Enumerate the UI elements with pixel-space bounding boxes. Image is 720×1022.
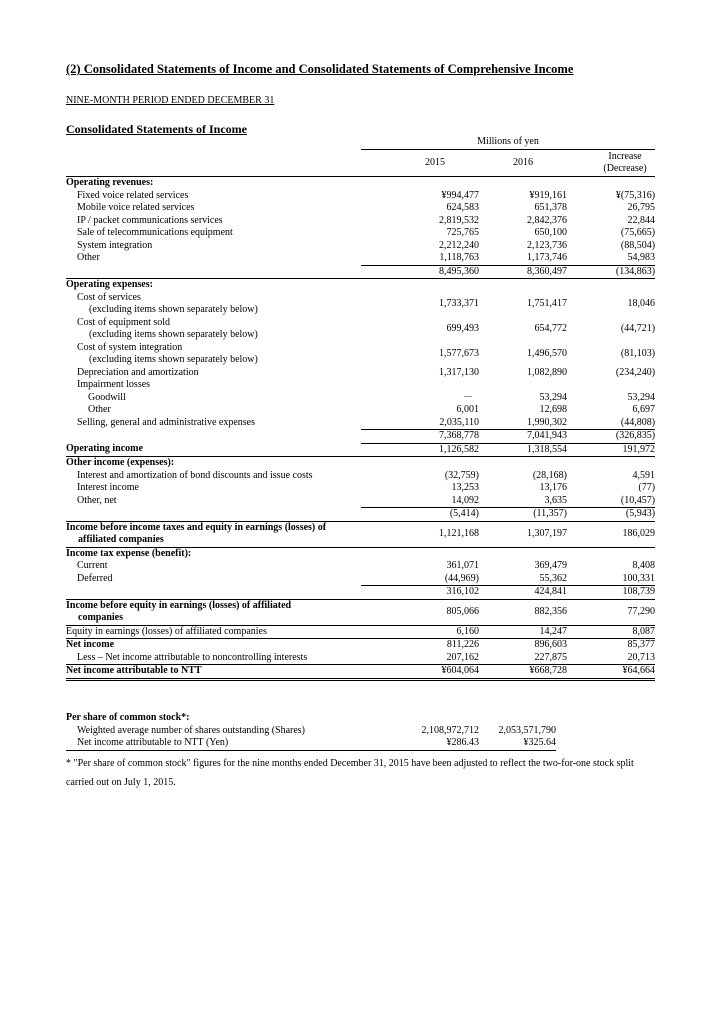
cell-2016: 654,772 bbox=[534, 322, 567, 334]
table-row bbox=[66, 215, 655, 228]
cell-change: (44,721) bbox=[620, 322, 656, 334]
cell-2015: 699,493 bbox=[446, 322, 479, 334]
cell-2016: 2,842,376 bbox=[527, 214, 567, 226]
table-row bbox=[66, 404, 655, 417]
table-row bbox=[66, 292, 655, 317]
cell-change: 8,408 bbox=[632, 560, 656, 571]
row-label-main: Income before equity in earnings (losses) of affiliated bbox=[66, 599, 292, 611]
row-label: Mobile voice related services bbox=[77, 202, 195, 213]
table-row bbox=[66, 190, 655, 203]
cell-change: 191,972 bbox=[567, 443, 655, 457]
row-label-sub: companies bbox=[78, 612, 123, 623]
cell-change: 77,290 bbox=[567, 599, 655, 625]
cell-change: 4,591 bbox=[632, 469, 656, 481]
row-label bbox=[66, 342, 361, 367]
row-label: Less – Net income attributable to noncontrolling interests bbox=[66, 652, 361, 665]
cell-change: 85,377 bbox=[627, 639, 656, 650]
row-label: Goodwill bbox=[88, 391, 126, 403]
row-label: Current bbox=[77, 560, 108, 571]
table-row bbox=[66, 279, 655, 292]
cell-2016: 2,053,571,790 bbox=[498, 724, 556, 736]
cell-2015: 811,226 bbox=[446, 639, 479, 650]
row-label: Operating expenses: bbox=[66, 279, 153, 290]
units-label: Millions of yen bbox=[361, 136, 655, 150]
table-row bbox=[66, 599, 655, 625]
row-label bbox=[66, 599, 361, 625]
cell-2015: 6,001 bbox=[456, 404, 479, 415]
table-row bbox=[66, 177, 655, 190]
cell-change: 26,795 bbox=[627, 202, 656, 213]
row-label: Impairment losses bbox=[77, 379, 151, 390]
subtotal-row bbox=[66, 430, 655, 444]
table-row bbox=[66, 317, 655, 342]
row-label: Per share of common stock*: bbox=[66, 712, 190, 723]
cell-2015: (32,759) bbox=[444, 469, 479, 481]
cell-change: (5,943) bbox=[567, 508, 655, 522]
cell-2016: 1,082,890 bbox=[527, 366, 567, 378]
cell-2016: 369,479 bbox=[534, 560, 567, 571]
cell-2016: 227,875 bbox=[479, 652, 567, 665]
row-label: Other bbox=[88, 404, 111, 415]
cell-change: 18,046 bbox=[627, 297, 656, 309]
per-share-table bbox=[66, 712, 556, 751]
cell-2015: (44,969) bbox=[361, 573, 479, 586]
cell-change: 22,844 bbox=[627, 214, 656, 226]
cell-2016: 1,496,570 bbox=[527, 347, 567, 359]
row-label: Sale of telecommunications equipment bbox=[77, 227, 233, 238]
cell-change: 8,087 bbox=[567, 625, 655, 639]
row-label: Net income bbox=[66, 639, 115, 650]
col-header-change: Increase (Decrease) bbox=[567, 150, 655, 177]
row-label-main: Cost of system integration bbox=[77, 341, 183, 353]
cell-2016: 12,698 bbox=[539, 404, 567, 415]
cell-change: 53,294 bbox=[627, 391, 656, 403]
row-label: Interest and amortization of bond discounts and issue costs bbox=[77, 469, 313, 481]
row-label: Other bbox=[77, 252, 100, 264]
cell-2015: 1,733,371 bbox=[439, 297, 479, 309]
cell-2015: 624,583 bbox=[446, 202, 479, 213]
cell-2016: (28,168) bbox=[532, 469, 567, 481]
cell-2016: 424,841 bbox=[479, 586, 567, 600]
row-label bbox=[66, 292, 361, 317]
cell-2015: 2,035,110 bbox=[361, 417, 479, 430]
cell-change: (88,504) bbox=[620, 239, 656, 251]
subtotal-row bbox=[66, 586, 655, 600]
cell-2015: 725,765 bbox=[446, 227, 479, 238]
cell-2016: 7,041,943 bbox=[479, 430, 567, 444]
cell-2016: 1,751,417 bbox=[527, 297, 567, 309]
row-label: Operating income bbox=[66, 443, 361, 457]
table-row bbox=[66, 379, 655, 392]
row-label: Interest income bbox=[77, 482, 139, 493]
table-row bbox=[66, 625, 655, 639]
cell-2015: ¥286.43 bbox=[446, 737, 479, 748]
cell-2016: (11,357) bbox=[479, 508, 567, 522]
table-row bbox=[66, 547, 655, 560]
cell-2015: 8,495,360 bbox=[361, 265, 479, 279]
section-title: (2) Consolidated Statements of Income and Consolidated Statements of Comprehensive Income bbox=[66, 62, 574, 76]
table-row bbox=[66, 470, 655, 483]
table-row bbox=[66, 202, 655, 215]
cell-2016: 651,378 bbox=[534, 202, 567, 213]
cell-2015: ¥994,477 bbox=[441, 189, 479, 201]
cell-2015: 2,108,972,712 bbox=[421, 724, 479, 736]
total-row bbox=[66, 665, 655, 680]
cell-change: (81,103) bbox=[620, 347, 656, 359]
cell-2015: 1,577,673 bbox=[439, 347, 479, 359]
cell-2016: 8,360,497 bbox=[479, 265, 567, 279]
cell-change: (44,808) bbox=[567, 417, 655, 430]
cell-2015: 2,819,532 bbox=[439, 214, 479, 226]
col-header-2015: 2015 bbox=[361, 150, 479, 177]
row-label: Net income attributable to NTT bbox=[66, 665, 361, 680]
row-label: Depreciation and amortization bbox=[77, 366, 199, 378]
row-label: Income tax expense (benefit): bbox=[66, 547, 192, 559]
row-label: Equity in earnings (losses) of affiliated companies bbox=[66, 625, 361, 639]
cell-2016: 13,176 bbox=[539, 482, 567, 493]
cell-change: (10,457) bbox=[567, 495, 655, 508]
cell-2016: ¥325.64 bbox=[523, 737, 556, 748]
row-label: Net income attributable to NTT (Yen) bbox=[77, 737, 229, 748]
table-row bbox=[66, 495, 655, 508]
table-row bbox=[66, 417, 655, 430]
table-row bbox=[66, 482, 655, 495]
row-label: Fixed voice related services bbox=[77, 189, 189, 201]
cell-change: 186,029 bbox=[567, 521, 655, 547]
table-row bbox=[66, 342, 655, 367]
cell-2016: 1,307,197 bbox=[479, 521, 567, 547]
cell-2015: 1,126,582 bbox=[361, 443, 479, 457]
table-row bbox=[66, 240, 655, 253]
cell-2015: 7,368,778 bbox=[361, 430, 479, 444]
income-statement-table bbox=[66, 136, 655, 681]
cell-2016: 14,247 bbox=[479, 625, 567, 639]
cell-2015: 1,118,763 bbox=[361, 252, 479, 265]
cell-change: 100,331 bbox=[567, 573, 655, 586]
cell-change: 54,983 bbox=[567, 252, 655, 265]
table-row bbox=[66, 392, 655, 405]
cell-2016: ¥919,161 bbox=[529, 189, 567, 201]
cell-2016: ¥668,728 bbox=[479, 665, 567, 680]
statement-title: Consolidated Statements of Income bbox=[66, 122, 247, 136]
cell-2016: 1,318,554 bbox=[479, 443, 567, 457]
cell-2015: 805,066 bbox=[361, 599, 479, 625]
cell-2015: 13,253 bbox=[451, 482, 479, 493]
cell-2016: 2,123,736 bbox=[527, 239, 567, 251]
cell-change: (134,863) bbox=[567, 265, 655, 279]
cell-change: ¥64,664 bbox=[567, 665, 655, 680]
row-label-main: Cost of services bbox=[77, 291, 141, 303]
table-row bbox=[66, 639, 655, 652]
cell-change: 20,713 bbox=[567, 652, 655, 665]
footnote: * "Per share of common stock" figures for the nine months ended December 31, 2015 have been adjusted to reflect the two-for-one stock split carried out on July 1, 2015. bbox=[66, 758, 634, 788]
table-row bbox=[66, 367, 655, 380]
row-label bbox=[66, 317, 361, 342]
row-label-main: Cost of equipment sold bbox=[77, 316, 171, 328]
table-row bbox=[66, 521, 655, 547]
cell-2016: 896,603 bbox=[534, 639, 567, 650]
cell-2016: 1,990,302 bbox=[479, 417, 567, 430]
cell-2015: 361,071 bbox=[446, 560, 479, 571]
cell-2016: 650,100 bbox=[534, 227, 567, 238]
cell-change: (234,240) bbox=[615, 366, 656, 378]
row-label: Other income (expenses): bbox=[66, 457, 175, 468]
cell-2015: － bbox=[463, 391, 473, 403]
period-title: NINE-MONTH PERIOD ENDED DECEMBER 31 bbox=[66, 95, 275, 106]
row-label: Operating revenues: bbox=[66, 177, 154, 188]
cell-2016: 53,294 bbox=[539, 391, 567, 403]
cell-2015: 6,160 bbox=[361, 625, 479, 639]
subtotal-row bbox=[66, 265, 655, 279]
row-label: System integration bbox=[77, 239, 153, 251]
cell-2015: 2,212,240 bbox=[439, 239, 479, 251]
cell-2015: 316,102 bbox=[361, 586, 479, 600]
cell-change: (75,665) bbox=[620, 227, 656, 238]
table-row bbox=[66, 252, 655, 265]
cell-2015: ¥604,064 bbox=[361, 665, 479, 680]
cell-2015: 1,121,168 bbox=[361, 521, 479, 547]
row-label-sub: (excluding items shown separately below) bbox=[89, 304, 258, 315]
cell-change: (77) bbox=[638, 482, 656, 493]
row-label: Deferred bbox=[77, 572, 113, 584]
row-label: IP / packet communications services bbox=[77, 214, 223, 226]
table-row bbox=[66, 457, 655, 470]
table-row bbox=[66, 443, 655, 457]
row-label bbox=[66, 521, 361, 547]
cell-2015: 207,162 bbox=[361, 652, 479, 665]
table-row bbox=[66, 227, 655, 240]
cell-2015: (5,414) bbox=[361, 508, 479, 522]
row-label-sub: (excluding items shown separately below) bbox=[89, 354, 258, 365]
table-row bbox=[66, 652, 655, 665]
row-label: Weighted average number of shares outstanding (Shares) bbox=[77, 724, 306, 736]
row-label: Other, net bbox=[77, 494, 117, 506]
row-label: Selling, general and administrative expenses bbox=[77, 416, 256, 428]
cell-2016: 3,635 bbox=[479, 495, 567, 508]
cell-2015: 1,317,130 bbox=[439, 366, 479, 378]
row-label-main: Income before income taxes and equity in earnings (losses) of bbox=[66, 521, 327, 533]
cell-change: (326,835) bbox=[567, 430, 655, 444]
cell-change: ¥(75,316) bbox=[615, 189, 656, 201]
cell-change: 108,739 bbox=[567, 586, 655, 600]
cell-change: 6,697 bbox=[632, 404, 656, 415]
units-header-row bbox=[66, 136, 655, 150]
table-row bbox=[66, 712, 556, 725]
subtotal-row bbox=[66, 508, 655, 522]
table-row bbox=[66, 737, 556, 750]
row-label-sub: affiliated companies bbox=[78, 534, 164, 545]
cell-2016: 882,356 bbox=[479, 599, 567, 625]
col-header-2016: 2016 bbox=[479, 150, 567, 177]
table-row bbox=[66, 560, 655, 573]
column-header-row bbox=[66, 150, 655, 177]
table-row bbox=[66, 725, 556, 738]
table-row bbox=[66, 573, 655, 586]
cell-2015: 14,092 bbox=[361, 495, 479, 508]
cell-2016: 1,173,746 bbox=[479, 252, 567, 265]
cell-2016: 55,362 bbox=[479, 573, 567, 586]
row-label-sub: (excluding items shown separately below) bbox=[89, 329, 258, 340]
